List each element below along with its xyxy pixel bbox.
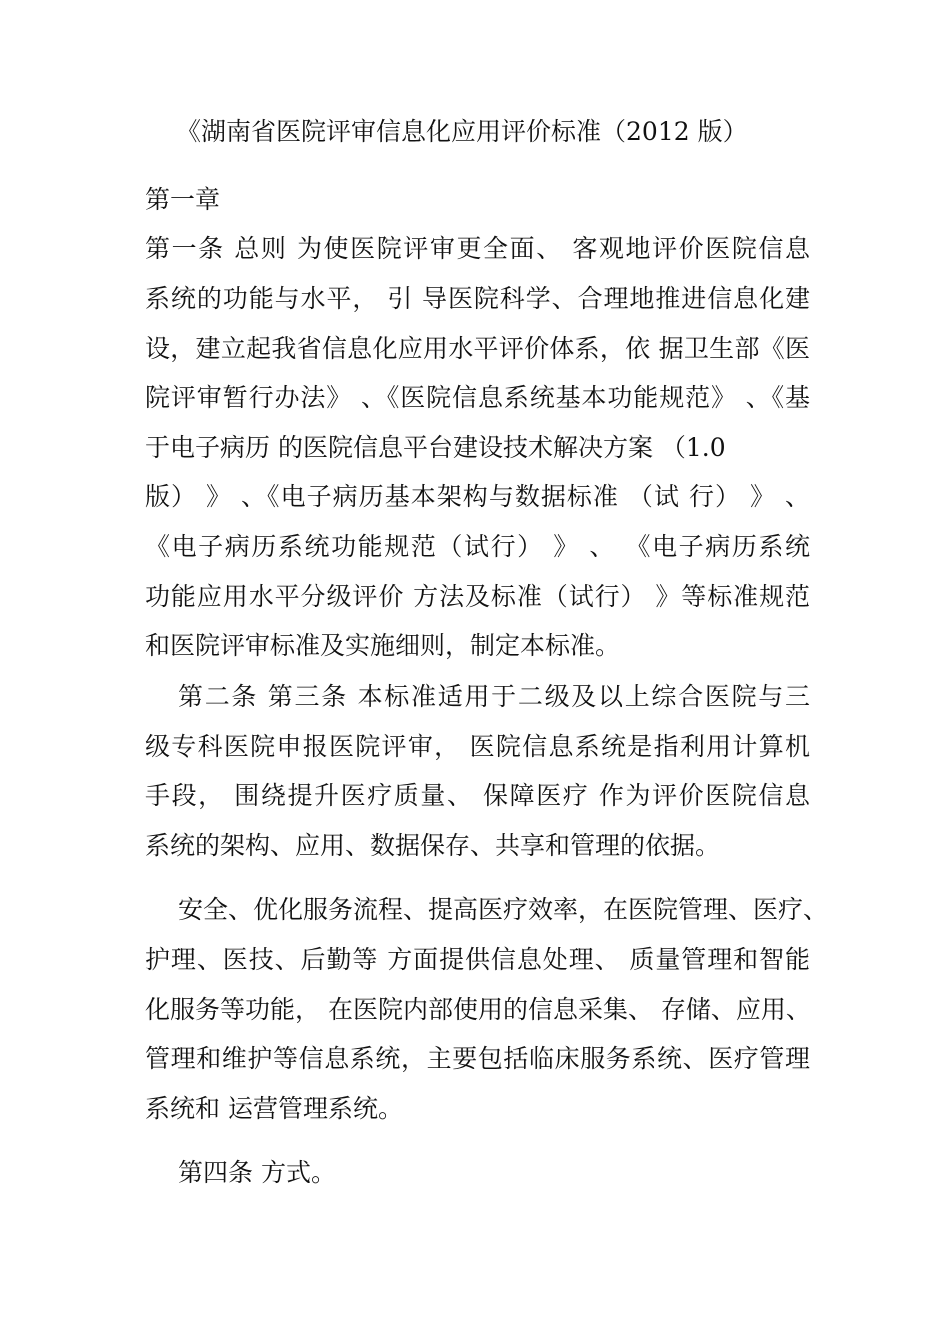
paragraph-line: 版） 》 、《电子病历基本架构与数据标准 （试 行） 》 、 <box>145 482 810 511</box>
paragraph-line: 管理和维护等信息系统，主要包括临床服务系统、医疗管理 <box>145 1044 810 1073</box>
paragraph-line: 护理、医技、后勤等 方面提供信息处理、 质量管理和智能 <box>145 945 810 974</box>
paragraph-line: 功能应用水平分级评价 方法及标准（试行） 》等标准规范 <box>145 582 810 611</box>
paragraph-line: 设，建立起我省信息化应用水平评价体系，依 据卫生部《医 <box>145 334 810 363</box>
paragraph-line: 安全、优化服务流程、提高医疗效率，在医院管理、医疗、 <box>178 895 829 924</box>
paragraph-line: 和医院评审标准及实施细则，制定本标准。 <box>145 631 621 660</box>
paragraph-line: 第二条 第三条 本标准适用于二级及以上综合医院与三 <box>178 682 810 711</box>
paragraph-line: 手段， 围绕提升医疗质量、 保障医疗 作为评价医院信息 <box>145 781 810 810</box>
paragraph-line: 《电子病历系统功能规范（试行） 》 、 《电子病历系统 <box>145 532 810 561</box>
paragraph-line: 于电子病历 的医院信息平台建设技术解决方案 （1.0 <box>145 433 726 462</box>
paragraph-line: 第一条 总则 为使医院评审更全面、 客观地评价医院信息 <box>145 234 810 263</box>
chapter-heading: 第一章 <box>145 185 221 214</box>
article-4-paragraph: 第四条 方式。 <box>178 1158 336 1187</box>
paragraph-line: 系统的功能与水平， 引 导医院科学、合理地推进信息化建 <box>145 284 810 313</box>
paragraph-line: 院评审暂行办法》 、《医院信息系统基本功能规范》 、《基 <box>145 383 810 412</box>
paragraph-line: 系统的架构、应用、数据保存、共享和管理的依据。 <box>145 831 721 860</box>
paragraph-line: 系统和 运营管理系统。 <box>145 1094 403 1123</box>
document-title: 《湖南省医院评审信息化应用评价标准（2012 版） <box>176 117 748 146</box>
paragraph-line: 化服务等功能， 在医院内部使用的信息采集、 存储、应用、 <box>145 995 811 1024</box>
paragraph-line: 级专科医院申报医院评审， 医院信息系统是指利用计算机 <box>145 732 810 761</box>
